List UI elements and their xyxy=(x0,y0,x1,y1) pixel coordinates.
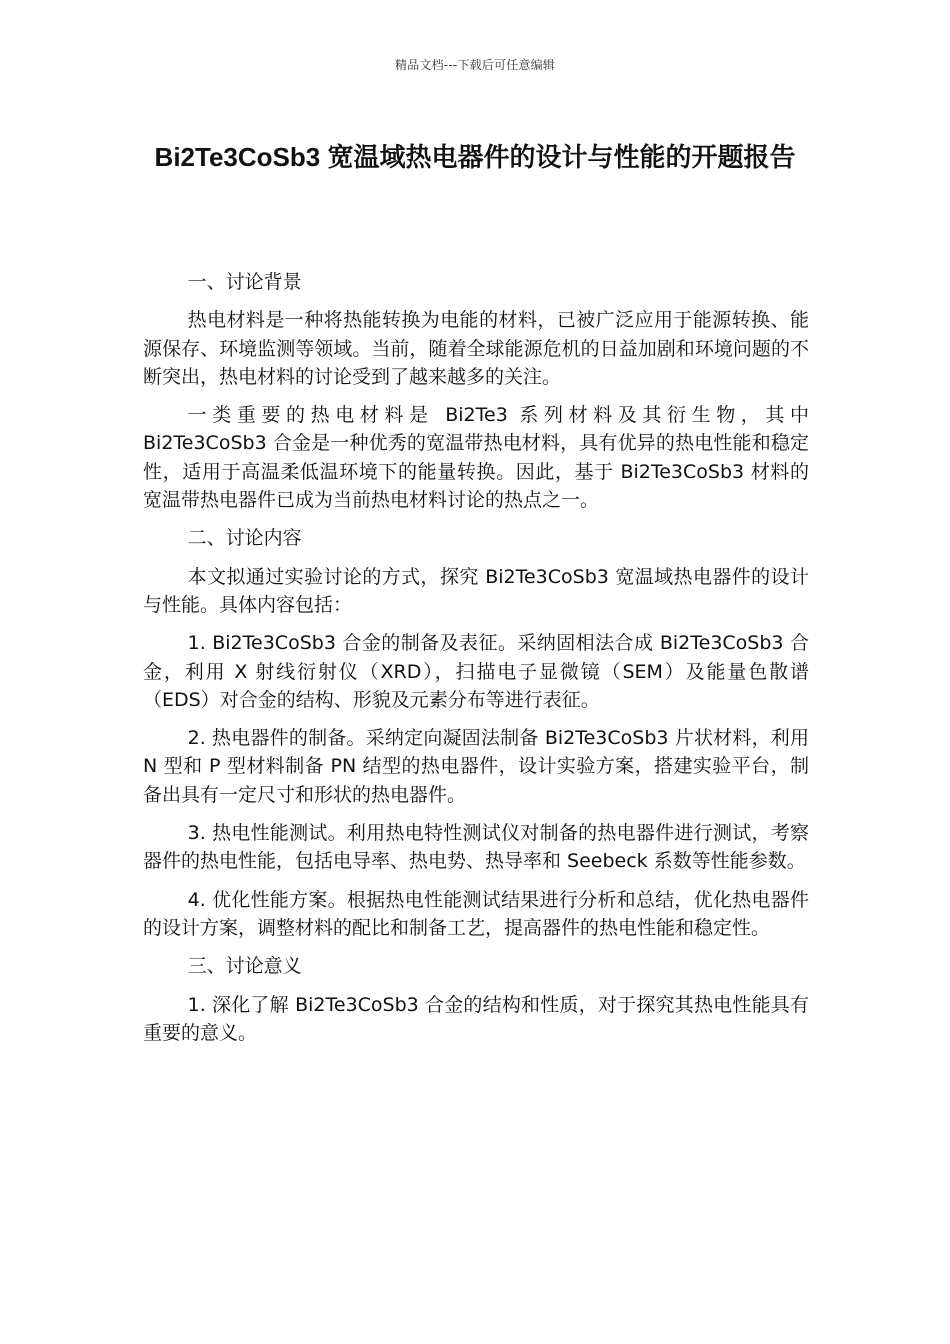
paragraph: 本文拟通过实验讨论的方式，探究 Bi2Te3CoSb3 宽温域热电器件的设计与性能。具体内容包括： xyxy=(143,565,809,616)
header-note: 精品文档---下载后可任意编辑 xyxy=(395,58,555,72)
list-item: 4. 优化性能方案。根据热电性能测试结果进行分析和总结，优化热电器件的设计方案，调整材料的配比和制备工艺，提高器件的热电性能和稳定性。 xyxy=(143,888,809,939)
list-item: 1. Bi2Te3CoSb3 合金的制备及表征。采纳固相法合成 Bi2Te3CoSb3 合金，利用 X 射线衍射仪（XRD），扫描电子显微镜（SEM）及能量色散谱（EDS）对合金的结构、形貌及元素分布等进行表征。 xyxy=(143,632,809,711)
paragraph: 热电材料是一种将热能转换为电能的材料，已被广泛应用于能源转换、能源保存、环境监测等领域。当前，随着全球能源危机的日益加剧和环境问题的不断突出，热电材料的讨论受到了越来越多的关注。 xyxy=(143,309,809,388)
document-body xyxy=(143,268,809,1057)
list-item: 3. 热电性能测试。利用热电特性测试仪对制备的热电器件进行测试，考察器件的热电性能，包括电导率、热电势、热导率和 Seebeck 系数等性能参数。 xyxy=(143,822,809,873)
list-item: 2. 热电器件的制备。采纳定向凝固法制备 Bi2Te3CoSb3 片状材料，利用 N 型和 P 型材料制备 PN 结型的热电器件，设计实验方案，搭建实验平台，制备出具有一定尺寸和形状的热电器件。 xyxy=(143,727,809,806)
list-item: 1. 深化了解 Bi2Te3CoSb3 合金的结构和性质，对于探究其热电性能具有重要的意义。 xyxy=(143,993,809,1044)
document-title: Bi2Te3CoSb3 宽温域热电器件的设计与性能的开题报告 xyxy=(154,142,796,172)
section-heading-background: 一、讨论背景 xyxy=(187,271,302,293)
section-heading-content: 二、讨论内容 xyxy=(187,527,302,550)
paragraph: 一类重要的热电材料是 Bi2Te3 系列材料及其衍生物，其中 Bi2Te3CoSb3 合金是一种优秀的宽温带热电材料，具有优异的热电性能和稳定性，适用于高温柔低温环境下的能量转换。因此，基于 Bi2Te3CoSb3 材料的宽温带热电器件已成为当前热电材料讨论的热点之一。 xyxy=(143,404,809,512)
section-heading-significance: 三、讨论意义 xyxy=(187,955,302,978)
